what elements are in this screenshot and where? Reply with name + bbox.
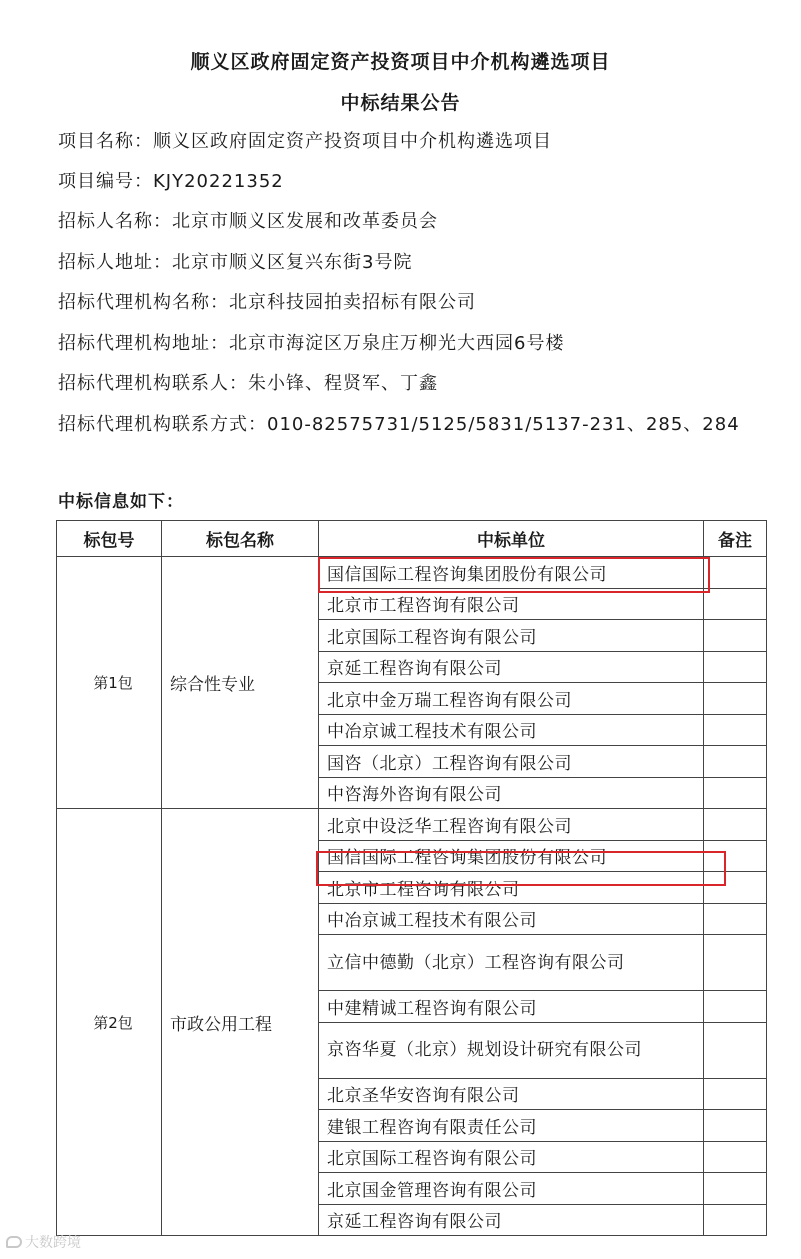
- info-tenderer-name: 招标人名称：北京市顺义区发展和改革委员会: [58, 211, 438, 232]
- winning-unit-cell: 中冶京诚工程技术有限公司: [319, 714, 704, 746]
- remarks-cell: [704, 1022, 767, 1078]
- watermark-text: 大数跨境: [25, 1235, 81, 1251]
- info-project-number: 项目编号：KJY20221352: [58, 171, 284, 192]
- remarks-cell: [704, 588, 767, 620]
- remarks-cell: [704, 557, 767, 589]
- remarks-cell: [704, 620, 767, 652]
- remarks-cell: [704, 809, 767, 841]
- section-label: 中标信息如下：: [58, 492, 184, 512]
- table-row: [57, 809, 767, 841]
- info-agency-phone: 招标代理机构联系方式：010-82575731/5125/5831/5137-231、285、284: [58, 414, 740, 435]
- watermark: [6, 1232, 81, 1252]
- info-agency-name: 招标代理机构名称：北京科技园拍卖招标有限公司: [58, 292, 476, 313]
- document-title: 顺义区政府固定资产投资项目中介机构遴选项目: [190, 51, 611, 73]
- result-table: [56, 520, 767, 1236]
- remarks-cell: [704, 935, 767, 991]
- winning-unit-cell: 北京中金万瑞工程咨询有限公司: [319, 683, 704, 715]
- remarks-cell: [704, 1204, 767, 1236]
- winning-unit-cell: 建银工程咨询有限责任公司: [319, 1110, 704, 1142]
- winning-unit-cell: 国信国际工程咨询集团股份有限公司: [319, 840, 704, 872]
- remarks-cell: [704, 840, 767, 872]
- chat-bubble-icon: [6, 1236, 22, 1248]
- winning-unit-cell: 京咨华夏（北京）规划设计研究有限公司: [319, 1022, 704, 1078]
- remarks-cell: [704, 991, 767, 1023]
- winning-unit-cell: 立信中德勤（北京）工程咨询有限公司: [319, 935, 704, 991]
- remarks-cell: [704, 1078, 767, 1110]
- winning-unit-cell: 中咨海外咨询有限公司: [319, 777, 704, 809]
- winning-unit-cell: 京延工程咨询有限公司: [319, 1204, 704, 1236]
- package-number-cell: 第2包: [57, 809, 162, 1236]
- header-package-name: 标包名称: [162, 521, 319, 557]
- winning-unit-cell: 北京国际工程咨询有限公司: [319, 620, 704, 652]
- remarks-cell: [704, 746, 767, 778]
- info-tenderer-address: 招标人地址：北京市顺义区复兴东街3号院: [58, 252, 413, 273]
- remarks-cell: [704, 714, 767, 746]
- table-row: [57, 557, 767, 589]
- info-agency-address: 招标代理机构地址：北京市海淀区万泉庄万柳光大西园6号楼: [58, 333, 565, 354]
- remarks-cell: [704, 872, 767, 904]
- header-winning-unit: 中标单位: [319, 521, 704, 557]
- winning-unit-cell: 中冶京诚工程技术有限公司: [319, 903, 704, 935]
- winning-unit-cell: 北京国际工程咨询有限公司: [319, 1141, 704, 1173]
- winning-unit-cell: 京延工程咨询有限公司: [319, 651, 704, 683]
- document-subtitle: 中标结果公告: [340, 92, 461, 114]
- header-remarks: 备注: [704, 521, 767, 557]
- remarks-cell: [704, 683, 767, 715]
- winning-unit-cell: 国咨（北京）工程咨询有限公司: [319, 746, 704, 778]
- winning-unit-cell: 北京国金管理咨询有限公司: [319, 1173, 704, 1205]
- remarks-cell: [704, 777, 767, 809]
- winning-unit-cell: 北京市工程咨询有限公司: [319, 872, 704, 904]
- package-name-cell: 综合性专业: [162, 557, 319, 809]
- table-header-row: [57, 521, 767, 557]
- winning-unit-cell: 北京中设泛华工程咨询有限公司: [319, 809, 704, 841]
- info-agency-contacts: 招标代理机构联系人：朱小锋、程贤军、丁鑫: [58, 373, 438, 394]
- package-number-cell: 第1包: [57, 557, 162, 809]
- header-package-no: 标包号: [57, 521, 162, 557]
- remarks-cell: [704, 1110, 767, 1142]
- remarks-cell: [704, 651, 767, 683]
- remarks-cell: [704, 903, 767, 935]
- package-name-cell: 市政公用工程: [162, 809, 319, 1236]
- winning-unit-cell: 中建精诚工程咨询有限公司: [319, 991, 704, 1023]
- winning-unit-cell: 国信国际工程咨询集团股份有限公司: [319, 557, 704, 589]
- winning-unit-cell: 北京市工程咨询有限公司: [319, 588, 704, 620]
- remarks-cell: [704, 1173, 767, 1205]
- remarks-cell: [704, 1141, 767, 1173]
- winning-unit-cell: 北京圣华安咨询有限公司: [319, 1078, 704, 1110]
- info-project-name: 项目名称：顺义区政府固定资产投资项目中介机构遴选项目: [58, 131, 552, 152]
